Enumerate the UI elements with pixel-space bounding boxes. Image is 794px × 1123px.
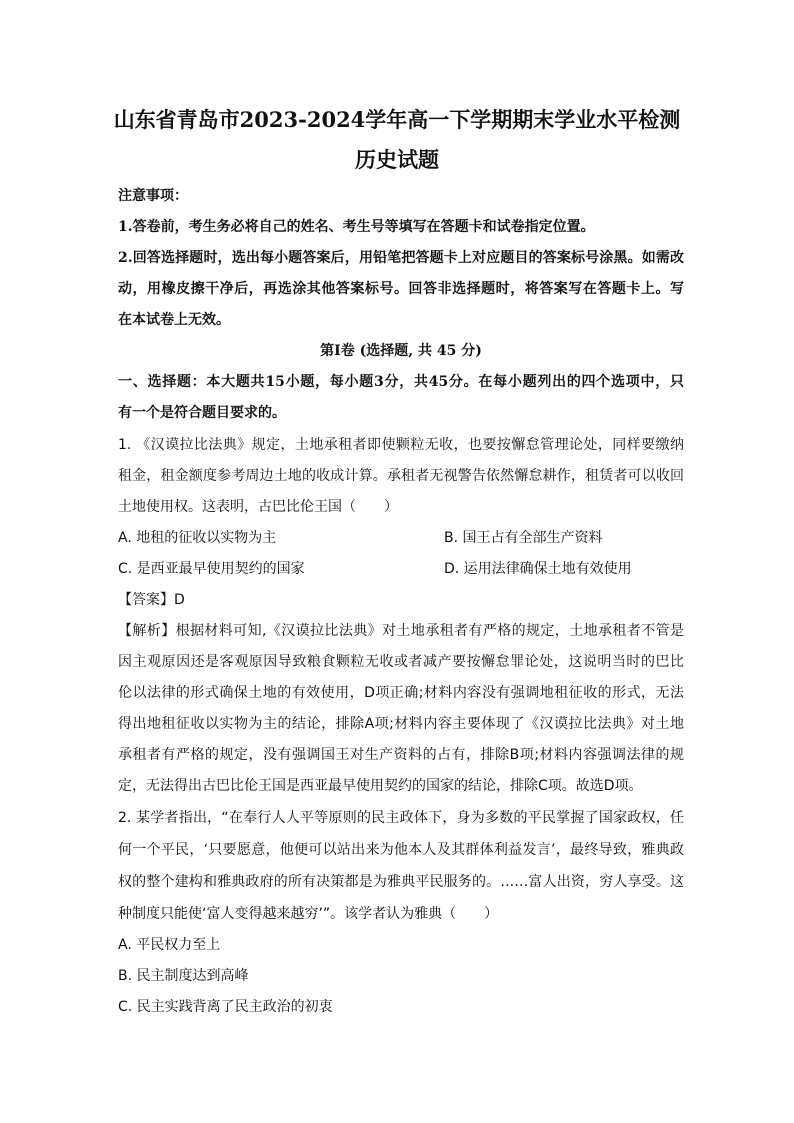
part1-instructions-line-2: 有一个是符合题目要求的。	[118, 405, 286, 421]
q1-stem-line-1: 1. 《汉谟拉比法典》规定，土地承租者即使颗粒无收，也要按懈怠管理论处，同样要缴纳	[118, 437, 684, 453]
section-title: 第Ⅰ卷 (选择题, 共 45 分)	[320, 343, 482, 359]
q1-option-c: C. 是西亚最早使用契约的国家	[118, 561, 305, 577]
notice-item-2-line-3: 在本试卷上无效。	[118, 312, 230, 328]
q1-stem-line-3: 土地使用权。这表明，古巴比伦王国（ ）	[118, 499, 398, 515]
notice-heading: 注意事项：	[118, 188, 188, 204]
exam-title: 山东省青岛市2023-2024学年高一下学期期末学业水平检测	[113, 107, 681, 132]
exam-subtitle: 历史试题	[355, 147, 439, 172]
q1-analysis-line-4: 得出地租征收以实物为主的结论，排除A项;材料内容主要体现了《汉谟拉比法典》对土地	[118, 716, 684, 732]
q2-option-c: C. 民主实践背离了民主政治的初衷	[118, 999, 333, 1015]
part1-instructions-line-1: 一、选择题：本大题共15小题，每小题3分，共45分。在每小题列出的四个选项中，只	[118, 374, 684, 390]
q2-option-a: A. 平民权力至上	[118, 937, 221, 953]
q1-analysis-line-3: 伦以法律的形式确保土地的有效使用，D项正确;材料内容没有强调地租征收的形式，无法	[118, 685, 684, 701]
q1-option-a: A. 地租的征收以实物为主	[118, 530, 277, 546]
q2-stem-line-3: 权的整个建构和雅典政府的所有决策都是为雅典平民服务的。……富人出资，穷人享受。这	[118, 874, 684, 890]
q1-analysis-line-2: 因主观原因还是客观原因导致粮食颗粒无收或者减产要按懈怠罪论处，这说明当时的巴比	[118, 654, 684, 670]
q2-stem-line-4: 种制度只能使‘富人变得越来越穷’”。该学者认为雅典（ ）	[118, 906, 499, 922]
q1-stem-line-2: 租金，租金额度参考周边土地的收成计算。承租者无视警告依然懈怠耕作，租赁者可以收回	[118, 468, 684, 484]
q2-stem-line-2: 何一个平民，‘只要愿意，他便可以站出来为他本人及其群体利益发言’，最终导致，雅典政	[118, 842, 684, 858]
q2-option-b: B. 民主制度达到高峰	[118, 968, 249, 984]
q1-analysis-line-1: 【解析】根据材料可知,《汉谟拉比法典》对土地承租者有严格的规定，土地承租者不管是	[118, 623, 684, 639]
q1-option-d: D. 运用法律确保土地有效使用	[444, 561, 632, 577]
notice-item-1: 1.答卷前，考生务必将自己的姓名、考生号等填写在答题卡和试卷指定位置。	[118, 219, 595, 235]
notice-item-2-line-1: 2.回答选择题时，选出每小题答案后，用铅笔把答题卡上对应题目的答案标号涂黑。如需改	[118, 250, 684, 266]
q1-answer: 【答案】D	[118, 592, 185, 608]
notice-item-2-line-2: 动，用橡皮擦干净后，再选涂其他答案标号。回答非选择题时，将答案写在答题卡上。写	[118, 281, 684, 297]
q1-option-b: B. 国王占有全部生产资料	[444, 530, 603, 546]
q1-analysis-line-6: 定，无法得出古巴比伦王国是西亚最早使用契约的国家的结论，排除C项。故选D项。	[118, 778, 643, 794]
q2-stem-line-1: 2. 某学者指出，“在奉行人人平等原则的民主政体下，身为多数的平民掌握了国家政权，任	[118, 810, 684, 826]
q1-analysis-line-5: 承租者有严格的规定，没有强调国王对生产资料的占有，排除B项;材料内容强调法律的规	[118, 747, 684, 763]
